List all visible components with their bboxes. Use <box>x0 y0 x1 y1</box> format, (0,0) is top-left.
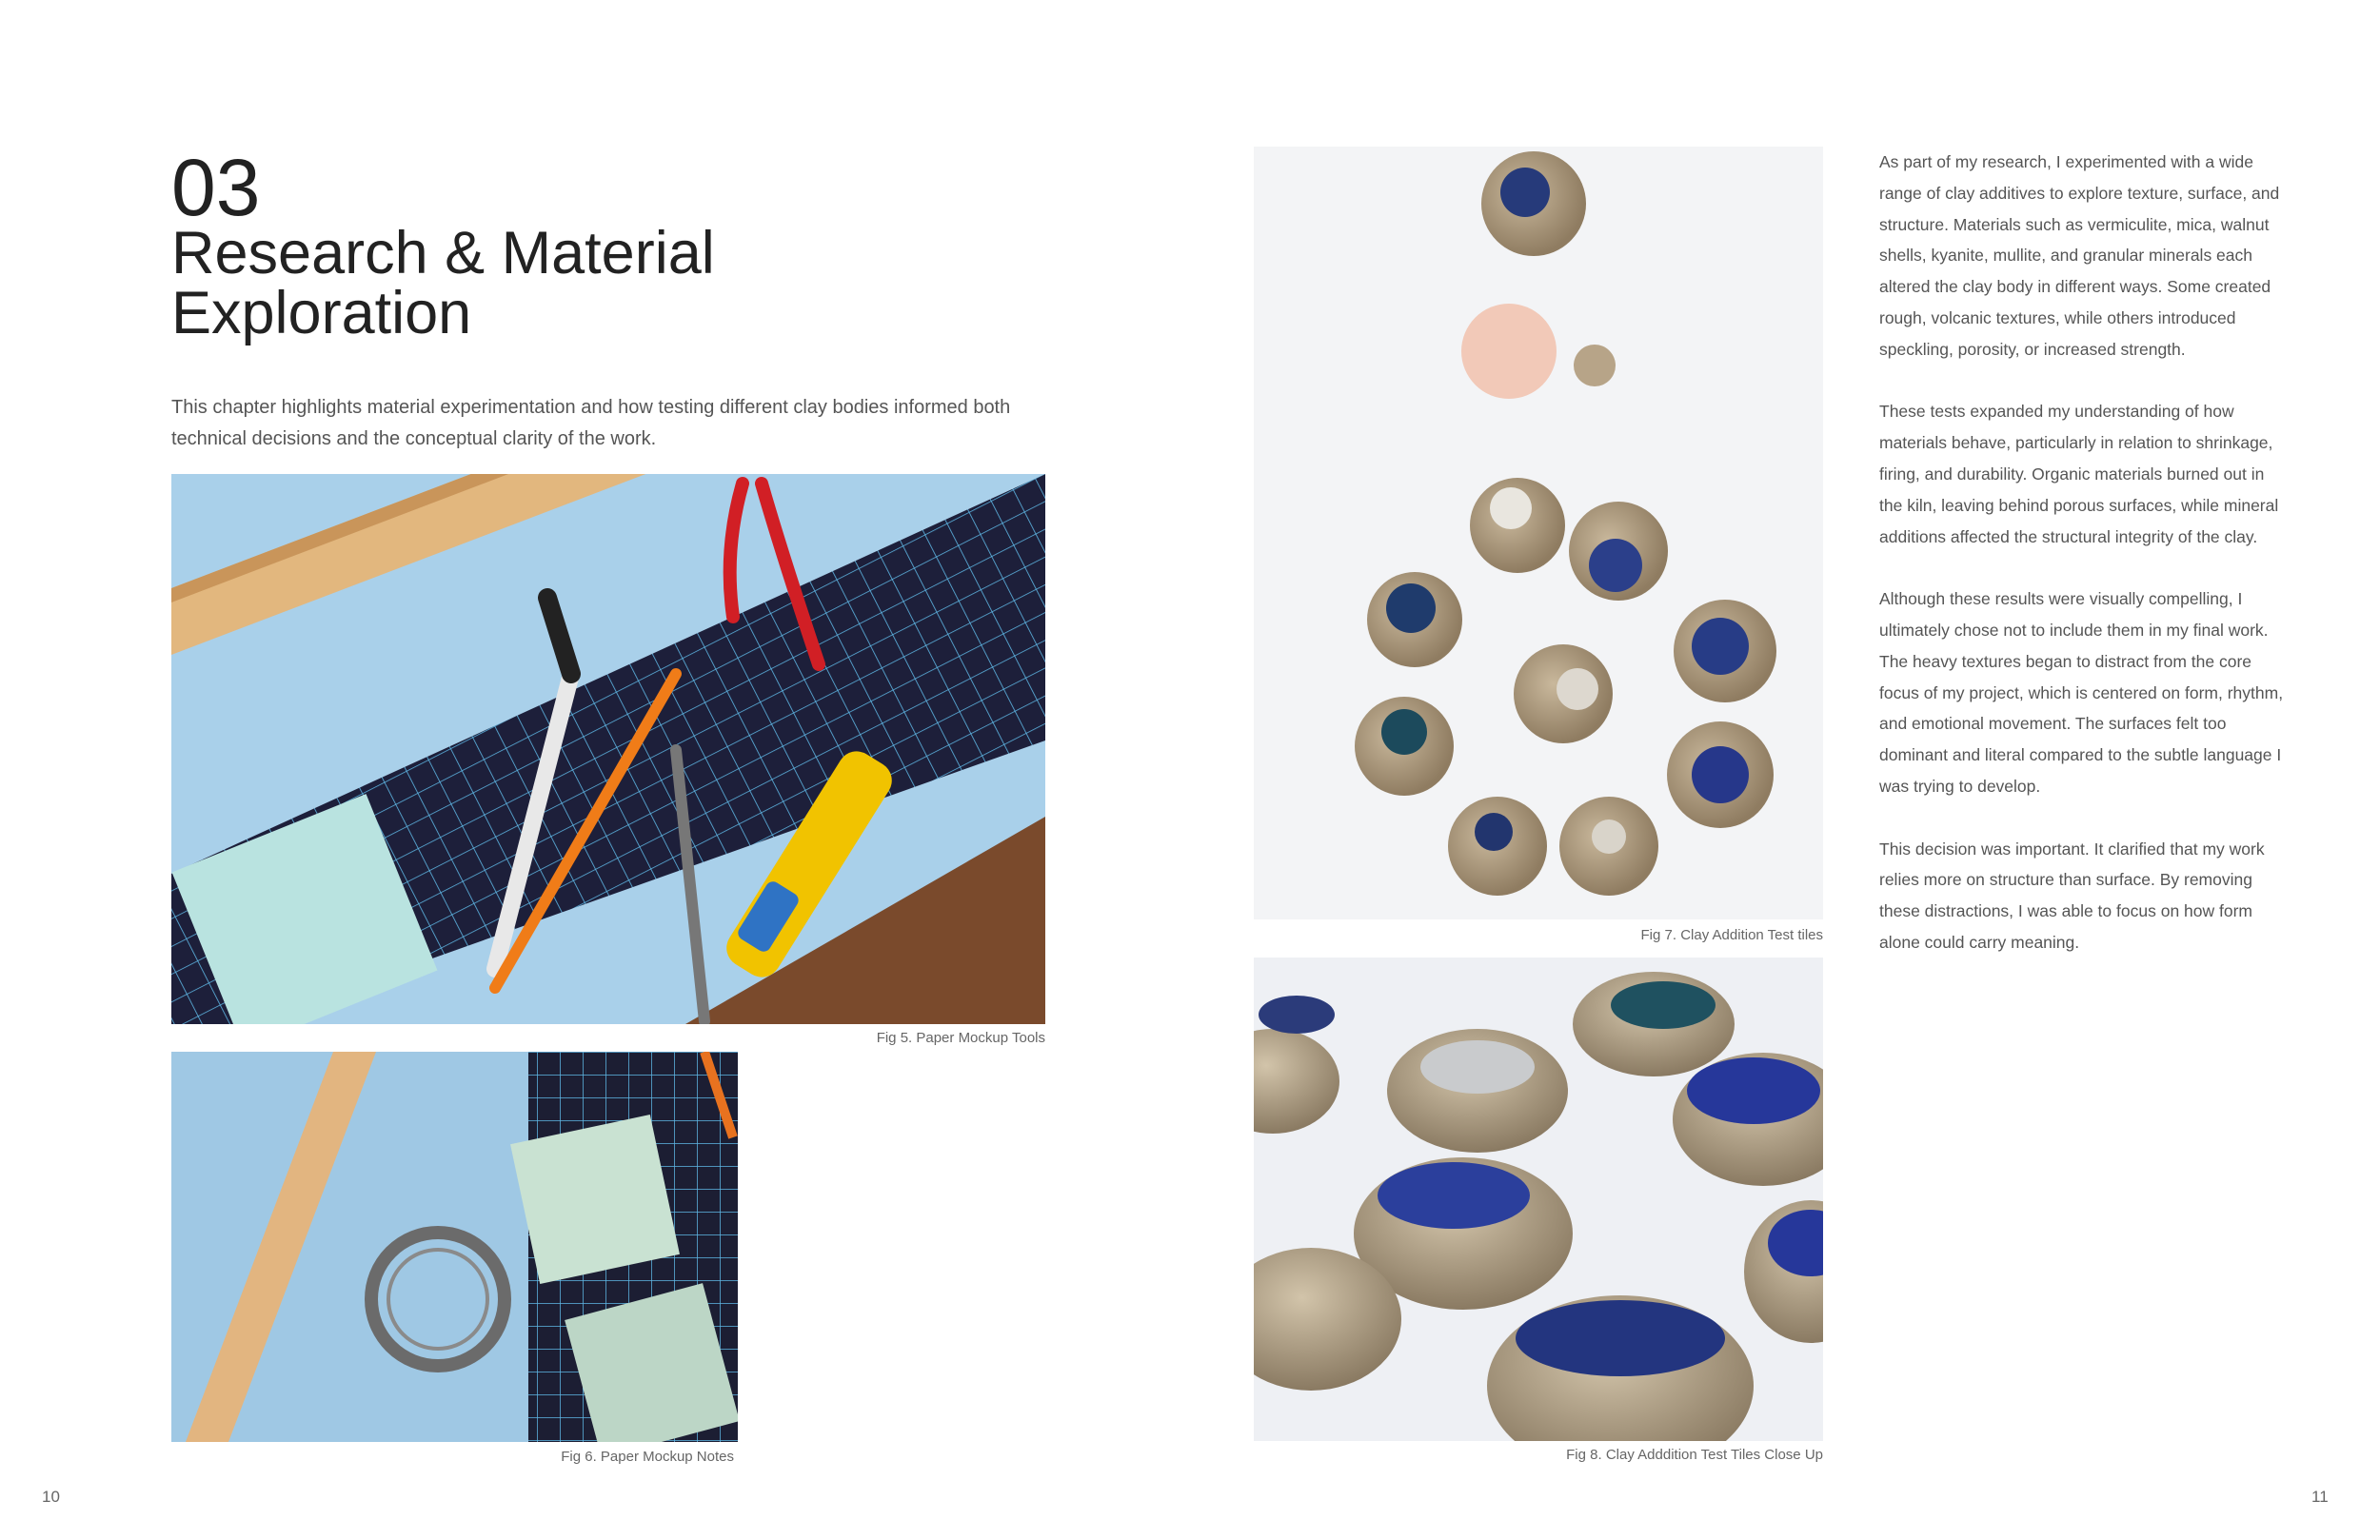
body-paragraph-3: Although these results were visually compelling, I ultimately chose not to include them in my final work. The heavy textures began to distract from the core focus of my project, which is centered on form, rhythm, and emotional movement. The surfaces felt too dominant and literal compared to the subtle language I was trying to develop. <box>1879 589 2284 796</box>
page-number-left: 10 <box>42 1488 60 1506</box>
fig7-photo <box>1254 147 1823 919</box>
chapter-title <box>171 220 1028 346</box>
fig8-photo <box>1254 958 1823 1441</box>
chapter-title-line-1: Research & Material <box>171 220 715 286</box>
fig8-caption: Fig 8. Clay Adddition Test Tiles Close Up <box>1566 1447 1823 1463</box>
body-paragraph-1: As part of my research, I experimented with a wide range of clay additives to explore texture, surface, and structure. Materials such as vermiculite, mica, walnut shells, kyanite, mullite, and granular minerals each altered the clay body in different ways. Some created rough, volcanic textures, while others introduced speckling, porosity, or increased strength. <box>1879 152 2280 359</box>
fig8-illustration <box>1254 958 1823 1441</box>
body-paragraph-4: This decision was important. It clarified that my work relies more on structure than surface. By removing these distractions, I was able to focus on how form alone could carry meaning. <box>1879 839 2265 952</box>
body-text <box>1879 147 2289 990</box>
chapter-title-line-2: Exploration <box>171 280 472 346</box>
page-number-right: 11 <box>2311 1488 2329 1506</box>
fig7-caption: Fig 7. Clay Addition Test tiles <box>1640 927 1823 943</box>
fig7-illustration <box>1254 147 1823 919</box>
fig5-photo <box>171 474 1045 1024</box>
fig6-illustration <box>171 1052 738 1442</box>
fig5-caption: Fig 5. Paper Mockup Tools <box>876 1030 1045 1046</box>
fig5-illustration <box>171 474 1045 1024</box>
fig6-caption: Fig 6. Paper Mockup Notes <box>561 1449 734 1465</box>
chapter-number: 03 <box>171 143 261 232</box>
fig6-photo <box>171 1052 738 1442</box>
body-paragraph-2: These tests expanded my understanding of how materials behave, particularly in relation to shrinkage, firing, and durability. Organic materials burned out in the kiln, leaving behind porous surfaces, while mineral additions affected the structural integrity of the clay. <box>1879 402 2279 546</box>
intro-paragraph: This chapter highlights material experimentation and how testing different clay bodies informed both technical decisions and the conceptual clarity of the work. <box>171 397 1011 449</box>
